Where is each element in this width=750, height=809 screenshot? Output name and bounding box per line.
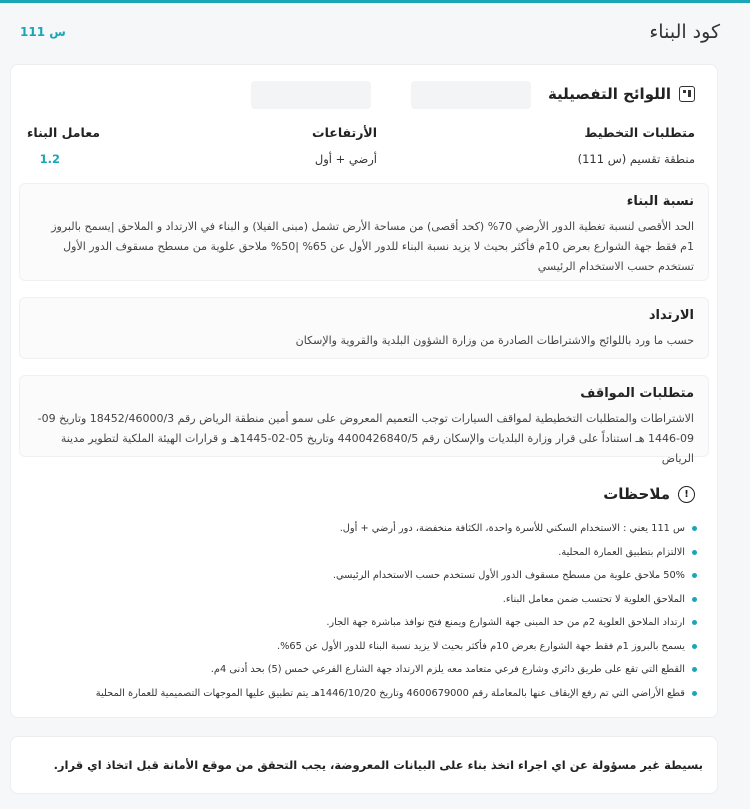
- list-item: الملاحق العلوية لا تحتسب ضمن معامل البناء.: [31, 588, 697, 612]
- list-item: 50% ملاحق علوية من مسطح مسقوف الدور الأول تستخدم حسب الاستخدام الرئيسي.: [31, 564, 697, 588]
- details-heading: [548, 85, 695, 103]
- disclaimer-text: بسيطة غير مسؤولة عن اي اجراء اتخذ بناء على البيانات المعروضة، يجب التحقق من موقع الأمانة قبل اتخاذ اي قرار.: [53, 758, 703, 772]
- regulations-card: [10, 64, 718, 718]
- heights: [312, 125, 377, 166]
- list-item: ارتداد الملاحق العلوية 2م من حد المبنى جهة الشوارع ويمنع فتح نوافذ مباشرة جهة الجار.: [31, 611, 697, 635]
- bullet-icon: [692, 667, 697, 672]
- list-item: يسمح بالبروز 1م فقط جهة الشوارع بعرض 10م فأكثر بحيث لا يزيد نسبة البناء للدور الأول عن 65%.: [31, 635, 697, 659]
- heights-label: الأرتفاعات: [312, 125, 377, 140]
- bullet-icon: [692, 526, 697, 531]
- notes-heading: [603, 485, 695, 503]
- factor-value: 1.2: [39, 152, 61, 166]
- bullet-icon: [692, 550, 697, 555]
- planning-label: متطلبات التخطيط: [584, 125, 695, 140]
- notes-title: ملاحظات: [603, 485, 670, 503]
- building-icon: [679, 86, 695, 102]
- bullet-icon: [692, 620, 697, 625]
- parking-title: متطلبات المواقف: [580, 386, 694, 401]
- list-item: قطع الأراضي التي تم رفع الإيقاف عنها بالمعاملة رقم 4600679000 وتاريخ 1446/10/20هـ يتم تطبيق عليها الموجهات التصميمية للعمارة المحلية: [31, 682, 697, 706]
- top-accent-line: [0, 0, 750, 3]
- disclaimer-card: [10, 736, 718, 794]
- parking-text: الاشتراطات والمتطلبات التخطيطية لمواقف السيارات توجب التعميم المعروض على سمو أمين منطقة الرياض رقم 18452/46000/3 وتاريخ 09-09-1446 هـ استناداً على قرار وزارة البلديات والإسكان رقم 4400426840/5 وتاريخ 05-02-1445هـ و قرارات الهيئة الملكية لتطوير مدينة الرياض: [37, 412, 694, 465]
- parking-box: [19, 375, 709, 465]
- details-title: اللوائح التفصيلية: [547, 85, 671, 103]
- bullet-icon: [692, 644, 697, 649]
- ghost-tab: [251, 81, 371, 109]
- planning-requirements: [578, 125, 695, 166]
- bullet-icon: [692, 597, 697, 602]
- setback-text: حسب ما ورد باللوائح والاشتراطات الصادرة من وزارة الشؤون البلدية والقروية والإسكان: [295, 334, 694, 347]
- building-ratio-text: الحد الأقصى لنسبة تغطية الدور الأرضي 70% (كحد أقصى) من مساحة الأرض تشمل (مبنى الفيلا) و البناء في الارتداد و الملاحق |يسمح بالبروز 1م فقط جهة الشوارع بعرض 10م فأكثر بحيث لا يزيد نسبة البناء للدور الأول عن 65% |50% ملاحق علوية من مسطح مسقوف الدور الأول تستخدم حسب الاستخدام الرئيسي: [51, 220, 694, 273]
- page-title: كود البناء: [649, 21, 720, 43]
- list-item: الالتزام بتطبيق العمارة المحلية.: [31, 541, 697, 565]
- planning-value: منطقة تقسيم (س 111): [577, 152, 695, 166]
- setback-box: [19, 297, 709, 359]
- page-header: [0, 14, 750, 50]
- building-ratio-box: [19, 183, 709, 281]
- building-ratio-title: نسبة البناء: [626, 194, 694, 209]
- ghost-tab: [411, 81, 531, 109]
- info-icon: !: [678, 486, 695, 503]
- building-factor: [27, 125, 100, 166]
- list-item: س 111 يعني : الاستخدام السكني للأسرة واحدة، الكثافة منخفضة، دور أرضي + أول.: [31, 517, 697, 541]
- notes-list: [31, 517, 697, 705]
- setback-title: الارتداد: [648, 308, 694, 323]
- bullet-icon: [692, 573, 697, 578]
- heights-value: أرضي + أول: [314, 152, 377, 166]
- factor-label: معامل البناء: [27, 125, 101, 140]
- zoning-code-link[interactable]: س 111: [20, 25, 66, 39]
- list-item: القطع التي تقع على طريق دائري وشارع فرعي متعامد معه يلزم الارتداد جهة الشارع الفرعي خمس (5) بحد أدنى 4م.: [31, 658, 697, 682]
- bullet-icon: [692, 691, 697, 696]
